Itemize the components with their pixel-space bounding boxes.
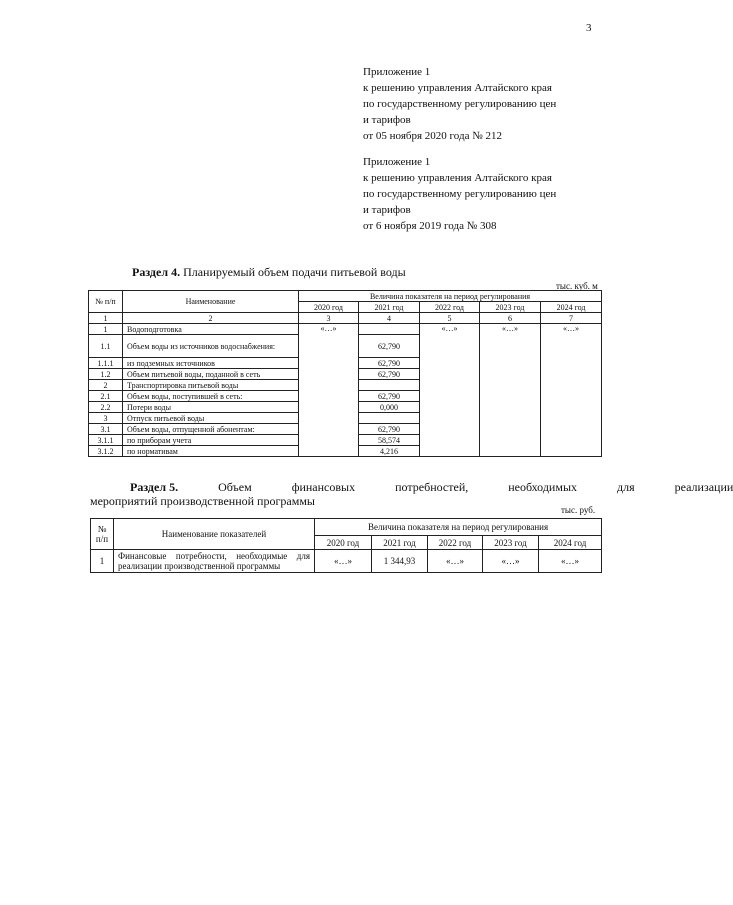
header-year: 2022 год [428,536,483,550]
header-year: 2021 год [372,536,428,550]
financial-needs-table [90,518,602,573]
appendix-line: и тарифов [363,114,411,126]
section-5-title [90,480,733,508]
value-2021: 62,790 [359,424,420,435]
section-5-unit: тыс. руб. [561,505,596,515]
header-name: Наименование показателей [114,519,315,550]
appendix-header-new [363,64,556,144]
section-5-word: Объем [218,480,252,494]
column-number: 5 [420,313,480,324]
row-name: Объем воды из источников водоснабжения: [123,335,299,358]
section-5-word: необходимых [508,480,578,494]
value-2021 [359,380,420,391]
row-name: Водоподготовка [123,324,299,335]
appendix-title: Приложение 1 [363,66,431,78]
row-num: 1.1.1 [89,358,123,369]
row-num: 1.1 [89,335,123,358]
section-4-unit: тыс. куб. м [556,281,598,291]
value-2023: «…» [483,550,539,573]
row-num: 2.1 [89,391,123,402]
appendix-date: от 6 ноября 2019 года № 308 [363,220,497,232]
column-number: 3 [299,313,359,324]
value-2020: «…» [299,324,359,457]
row-name: из подземных источников [123,358,299,369]
section-5-word: финансовых [291,480,356,494]
section-4-heading: Планируемый объем подачи питьевой воды [180,265,406,279]
value-2021: 62,790 [359,335,420,358]
header-year: 2020 год [315,536,372,550]
row-name: Финансовые потребности, необходимые для реализации производственной программы [114,550,315,573]
section-5-word: реализации [674,480,733,494]
appendix-line: по государственному регулированию цен [363,188,557,200]
header-period-group: Величина показателя на период регулирования [299,291,602,302]
value-2021 [359,324,420,335]
row-name: Транспортировка питьевой воды [123,380,299,391]
value-2021: 58,574 [359,435,420,446]
section-5-word: для [617,480,635,494]
appendix-date: от 05 ноября 2020 года № 212 [363,130,502,142]
header-name: Наименование [123,291,299,313]
row-num: 3.1.1 [89,435,123,446]
column-number: 1 [89,313,123,324]
column-number: 2 [123,313,299,324]
appendix-line: по государственному регулированию цен [363,98,557,110]
page-number: 3 [586,22,592,34]
section-5-title-line2: мероприятий производственной программы [90,494,315,508]
appendix-line: и тарифов [363,204,411,216]
section-4-label: Раздел 4. [132,265,181,279]
header-year: 2023 год [483,536,539,550]
appendix-title: Приложение 1 [363,156,431,168]
section-4-title [132,265,406,280]
row-name: Объем воды, отпущенной абонентам: [123,424,299,435]
row-name: Объем питьевой воды, поданной в сеть [123,369,299,380]
value-2021: 1 344,93 [372,550,428,573]
row-name: по приборам учета [123,435,299,446]
row-num: 2 [89,380,123,391]
value-2020: «…» [315,550,372,573]
water-volume-table [88,290,602,457]
row-name: Объем воды, поступившей в сеть: [123,391,299,402]
row-num: 3 [89,413,123,424]
value-2022: «…» [420,324,480,457]
column-number: 7 [541,313,602,324]
header-period-group: Величина показателя на период регулирования [315,519,602,536]
value-2021 [359,413,420,424]
value-2021: 62,790 [359,369,420,380]
section-5-label: Раздел 5. [130,480,179,494]
header-year: 2023 год [480,302,541,313]
header-year: 2024 год [541,302,602,313]
header-year: 2022 год [420,302,480,313]
value-2021: 0,000 [359,402,420,413]
row-num: 1.2 [89,369,123,380]
row-name: Потери воды [123,402,299,413]
row-name: по нормативам [123,446,299,457]
row-num: 3.1.2 [89,446,123,457]
appendix-line: к решению управления Алтайского края [363,82,552,94]
value-2024: «…» [541,324,602,457]
header-num: № п/п [91,519,114,550]
header-year: 2024 год [539,536,602,550]
table-row [91,550,602,573]
value-2023: «…» [480,324,541,457]
appendix-header-old [363,154,556,234]
appendix-line: к решению управления Алтайского края [363,172,552,184]
column-number: 4 [359,313,420,324]
value-2024: «…» [539,550,602,573]
header-year: 2020 год [299,302,359,313]
section-5-word: потребностей, [395,480,469,494]
value-2021: 62,790 [359,391,420,402]
value-2021: 62,790 [359,358,420,369]
row-num: 1 [91,550,114,573]
table-row [89,324,602,335]
header-year: 2021 год [359,302,420,313]
value-2022: «…» [428,550,483,573]
row-num: 2.2 [89,402,123,413]
value-2021: 4,216 [359,446,420,457]
row-name: Отпуск питьевой воды [123,413,299,424]
column-number: 6 [480,313,541,324]
row-num: 1 [89,324,123,335]
row-num: 3.1 [89,424,123,435]
header-num: № п/п [89,291,123,313]
